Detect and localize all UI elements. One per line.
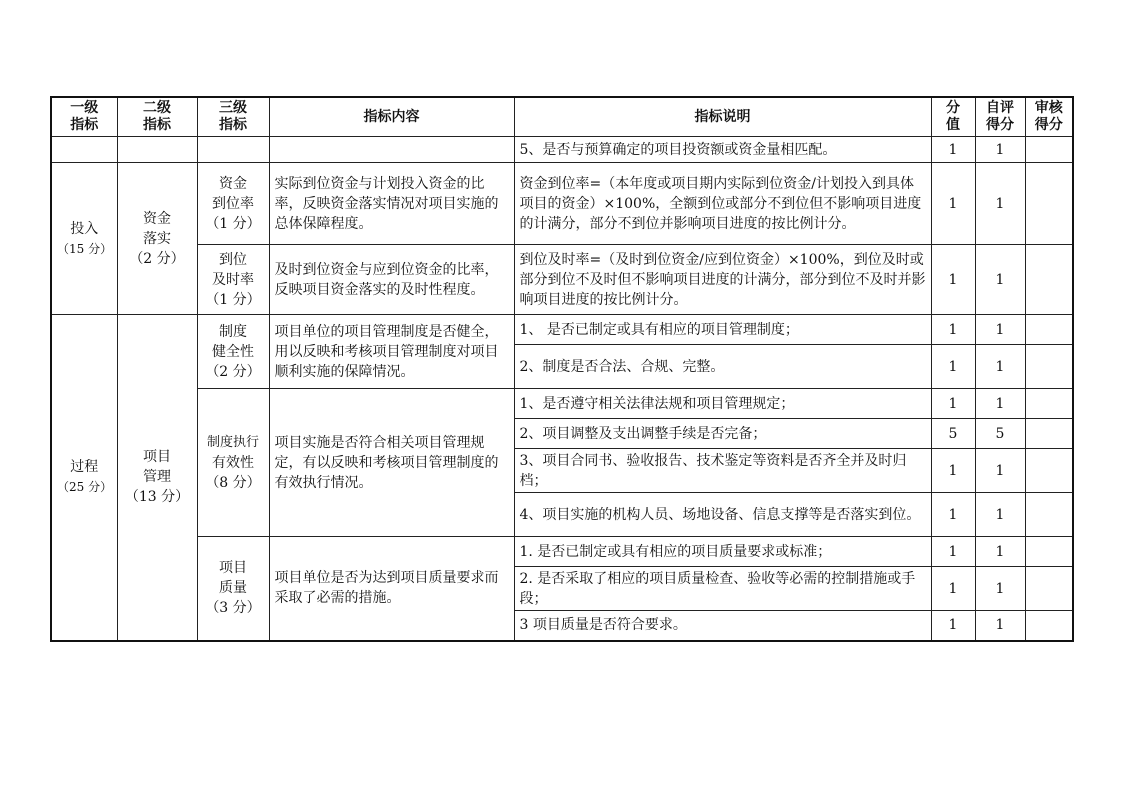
desc-cell: 4、项目实施的机构人员、场地设备、信息支撑等是否落实到位。 <box>514 493 931 537</box>
header-desc: 指标说明 <box>514 97 931 137</box>
score-cell: 1 <box>931 345 975 389</box>
table-row <box>51 537 1073 567</box>
audit-score-cell <box>1025 389 1073 419</box>
content-cell: 项目单位是否为达到项目质量要求而采取了必需的措施。 <box>269 537 514 641</box>
header-level3: 三级 指标 <box>197 97 269 137</box>
level3-cell: 项目 质量 （3 分） <box>197 537 269 641</box>
table-row <box>51 389 1073 419</box>
header-audit-score: 审核 得分 <box>1025 97 1073 137</box>
level2-cell: 项目 管理 （13 分） <box>117 315 197 641</box>
table-row <box>51 163 1073 245</box>
desc-cell: 1、是否遵守相关法律法规和项目管理规定； <box>514 389 931 419</box>
score-cell: 1 <box>931 245 975 315</box>
audit-score-cell <box>1025 137 1073 163</box>
self-score-cell: 1 <box>975 389 1025 419</box>
content-cell: 项目实施是否符合相关项目管理规定，有以反映和考核项目管理制度的有效执行情况。 <box>269 389 514 537</box>
desc-cell: 1、 是否已制定或具有相应的项目管理制度； <box>514 315 931 345</box>
audit-score-cell <box>1025 611 1073 641</box>
header-level2: 二级 指标 <box>117 97 197 137</box>
desc-cell: 资金到位率=（本年度或项目期内实际到位资金/计划投入到具体项目的资金）×100%，全额到位或部分不到位但不影响项目进度的计满分，部分不到位并影响项目进度的按比例计分。 <box>514 163 931 245</box>
table-row <box>51 315 1073 345</box>
level2-cell: 资金 落实 （2 分） <box>117 163 197 315</box>
table-row <box>51 245 1073 315</box>
audit-score-cell <box>1025 245 1073 315</box>
level3-cell: 到位 及时率 （1 分） <box>197 245 269 315</box>
self-score-cell: 1 <box>975 493 1025 537</box>
score-cell: 1 <box>931 389 975 419</box>
self-score-cell: 1 <box>975 245 1025 315</box>
self-score-cell: 1 <box>975 449 1025 493</box>
self-score-cell: 5 <box>975 419 1025 449</box>
desc-cell: 2、制度是否合法、合规、完整。 <box>514 345 931 389</box>
score-cell: 5 <box>931 419 975 449</box>
score-cell: 1 <box>931 493 975 537</box>
self-score-cell: 1 <box>975 537 1025 567</box>
content-cell: 及时到位资金与应到位资金的比率，反映项目资金落实的及时性程度。 <box>269 245 514 315</box>
level3-cell: 制度执行 有效性 （8 分） <box>197 389 269 537</box>
self-score-cell: 1 <box>975 567 1025 611</box>
score-cell: 1 <box>931 611 975 641</box>
header-level1: 一级 指标 <box>51 97 117 137</box>
header-content: 指标内容 <box>269 97 514 137</box>
level1-cell: 投入 （15 分） <box>51 163 117 315</box>
evaluation-table <box>50 96 1074 642</box>
score-cell: 1 <box>931 537 975 567</box>
self-score-cell: 1 <box>975 611 1025 641</box>
audit-score-cell <box>1025 449 1073 493</box>
desc-cell: 3、项目合同书、验收报告、技术鉴定等资料是否齐全并及时归档； <box>514 449 931 493</box>
evaluation-sheet <box>50 96 1072 642</box>
table-row <box>51 137 1073 163</box>
level3-cell: 制度 健全性 （2 分） <box>197 315 269 389</box>
audit-score-cell <box>1025 163 1073 245</box>
content-cell: 实际到位资金与计划投入资金的比率，反映资金落实情况对项目实施的总体保障程度。 <box>269 163 514 245</box>
desc-cell: 1. 是否已制定或具有相应的项目质量要求或标准； <box>514 537 931 567</box>
desc-cell: 3 项目质量是否符合要求。 <box>514 611 931 641</box>
desc-cell: 到位及时率=（及时到位资金/应到位资金）×100%，到位及时或部分到位不及时但不影响项目进度的计满分，部分到位不及时并影响项目进度的按比例计分。 <box>514 245 931 315</box>
audit-score-cell <box>1025 537 1073 567</box>
self-score-cell: 1 <box>975 345 1025 389</box>
level1-cell: 过程 （25 分） <box>51 315 117 641</box>
content-cell: 项目单位的项目管理制度是否健全，用以反映和考核项目管理制度对项目顺利实施的保障情况。 <box>269 315 514 389</box>
header-self-score: 自评 得分 <box>975 97 1025 137</box>
audit-score-cell <box>1025 493 1073 537</box>
self-score-cell: 1 <box>975 137 1025 163</box>
desc-cell: 5、是否与预算确定的项目投资额或资金量相匹配。 <box>514 137 931 163</box>
self-score-cell: 1 <box>975 315 1025 345</box>
audit-score-cell <box>1025 419 1073 449</box>
audit-score-cell <box>1025 345 1073 389</box>
desc-cell: 2、项目调整及支出调整手续是否完备； <box>514 419 931 449</box>
header-score: 分 值 <box>931 97 975 137</box>
score-cell: 1 <box>931 315 975 345</box>
self-score-cell: 1 <box>975 163 1025 245</box>
score-cell: 1 <box>931 137 975 163</box>
level3-cell: 资金 到位率 （1 分） <box>197 163 269 245</box>
header-row <box>51 97 1073 137</box>
audit-score-cell <box>1025 567 1073 611</box>
score-cell: 1 <box>931 567 975 611</box>
audit-score-cell <box>1025 315 1073 345</box>
desc-cell: 2. 是否采取了相应的项目质量检查、验收等必需的控制措施或手段； <box>514 567 931 611</box>
score-cell: 1 <box>931 449 975 493</box>
score-cell: 1 <box>931 163 975 245</box>
